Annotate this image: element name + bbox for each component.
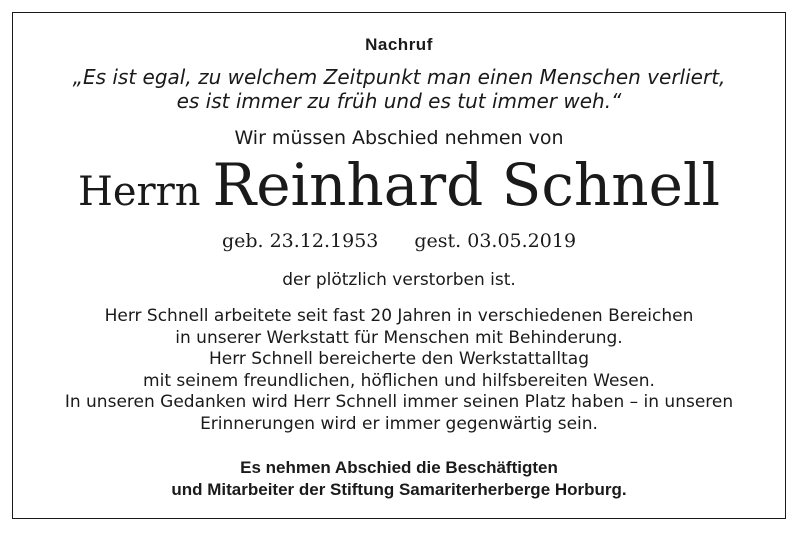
birth-date: geb. 23.12.1953 [221, 230, 379, 252]
memorial-quote [13, 65, 785, 113]
tribute-line: mit seinem freundlichen, höflichen und hilfsbereiten Wesen. [143, 370, 655, 391]
tribute-line: Herr Schnell bereicherte den Werkstattalltag [208, 349, 589, 369]
obituary-notice [12, 12, 786, 519]
tribute-line: Erinnerungen wird er immer gegenwärtig sein. [200, 413, 598, 434]
tribute-line: In unseren Gedanken wird Herr Schnell immer seinen Platz haben – in unseren [64, 392, 734, 412]
life-dates [13, 230, 785, 252]
signoff [13, 457, 785, 501]
tribute-line: Herr Schnell arbeitete seit fast 20 Jahren in verschiedenen Bereichen [104, 306, 694, 326]
quote-line: es ist immer zu früh und es tut immer weh.“ [176, 89, 622, 113]
notice-heading: Nachruf [365, 35, 433, 54]
honorific: Herrn [77, 169, 201, 215]
signoff-line: und Mitarbeiter der Stiftung Samariterherberge Horburg. [171, 480, 627, 499]
intro-text: Wir müssen Abschied nehmen von [234, 127, 564, 149]
quote-line: „Es ist egal, zu welchem Zeitpunkt man einen Menschen verliert, [72, 65, 726, 89]
deceased-name-row [13, 151, 785, 219]
sudden-death-text: der plötzlich verstorben ist. [282, 270, 516, 290]
tribute-text [13, 306, 785, 435]
tribute-line: in unserer Werkstatt für Menschen mit Behinderung. [175, 327, 623, 348]
death-date: gest. 03.05.2019 [414, 230, 577, 252]
signoff-line: Es nehmen Abschied die Beschäftigten [240, 458, 558, 477]
deceased-name: Reinhard Schnell [212, 151, 721, 219]
